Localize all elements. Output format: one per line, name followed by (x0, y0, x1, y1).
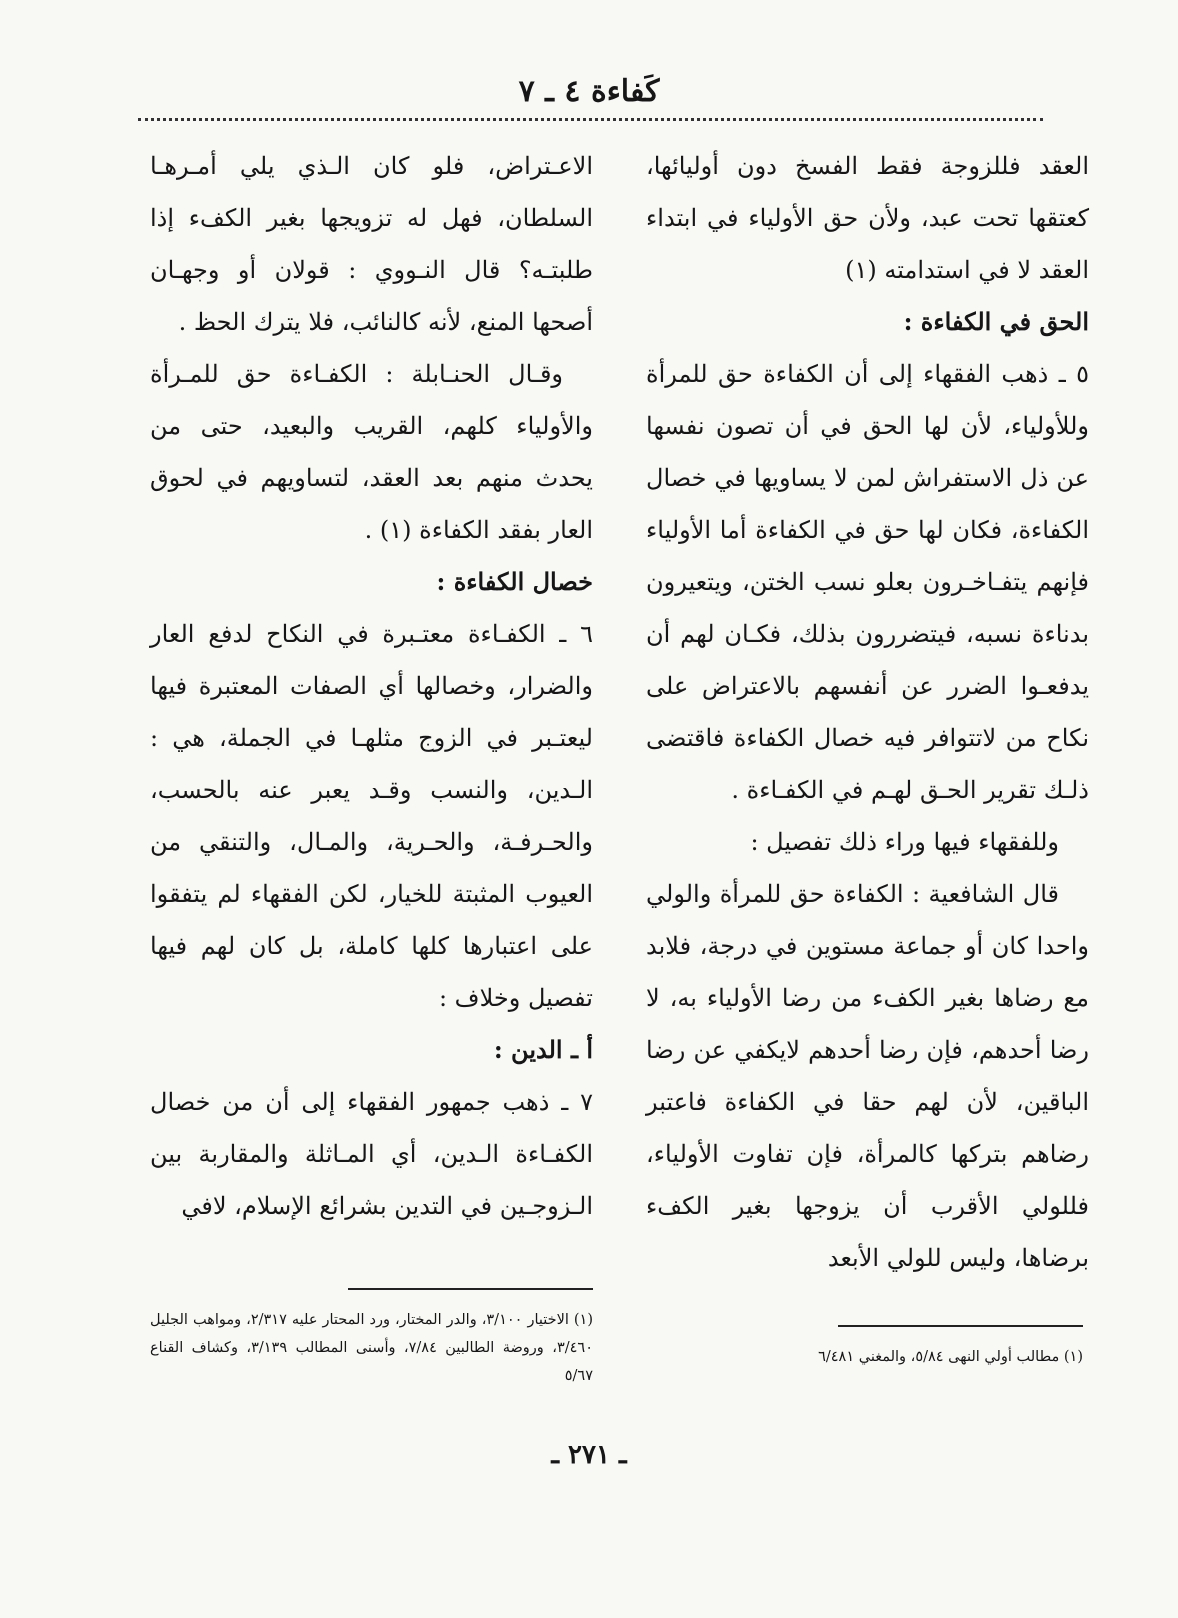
footnote-rule (348, 1288, 593, 1290)
footnote: (١) مطالب أولي النهى ٥/٨٤، والمغني ٦/٤٨١ (818, 1349, 1083, 1365)
paragraph-6: ٦ ـ الكفـاءة معتـبرة في النكاح لدفع العار والضرار، وخصالها أي الصفات المعتبرة فيها ليعتـبر في الزوج مثلهـا في الجملة، هي : الـدين، والنسب وقـد يعبر عنه بالحسب، والحـرفـة، والحـرية، والمـال، والتنقي من العيوب المثبتة للخيار، لكن الفقهاء لم يتفقوا على اعتبارها كلها كاملة، بل كان لهم فيها تفصيل وخلاف : (150, 620, 593, 1012)
page-number: ـ ٢٧١ ـ (551, 1440, 627, 1470)
paragraph-text: العقد فللزوجة فقط الفسخ دون أوليائها، كعتقها تحت عبد، ولأن حق الأولياء في ابتداء العقد لا في استدامته (646, 152, 1089, 284)
page-header: كَفاءة ٤ ـ ٧ (518, 74, 660, 109)
section-heading-religion: أ ـ الدين : (493, 1035, 593, 1064)
section-heading-khisal-kafaa: خصال الكفاءة : (436, 567, 593, 596)
footnotes-left (150, 1288, 593, 1390)
section-heading-right-to-kafaa: الحق في الكفاءة : (903, 307, 1089, 336)
header-dotted-rule (138, 118, 1043, 121)
left-column (150, 140, 593, 1280)
footnote-reference: (١) (845, 256, 885, 284)
footnote-reference: (١) . (364, 516, 420, 544)
footnotes-right (660, 1325, 1083, 1371)
paragraph-text: وقـال الحنـابلة : الكفـاءة حق للمـرأة والأولياء كلهم، القريب والبعيد، حتى من يحدث منهم بعد العقد، لتساويهم في لحوق العار بفقد الكفاءة (150, 360, 593, 544)
paragraph: الاعـتراض، فلو كان الـذي يلي أمـرهـا السلطان، فهل له تزويجها بغير الكفء إذا طلبتـه؟ قال النـووي : قولان أو وجهـان أصحها المنع، لأنه كالنائب، فلا يترك الحظ . (150, 152, 593, 336)
paragraph-7: ٧ ـ ذهب جمهور الفقهاء إلى أن من خصال الكفـاءة الـدين، أي المـاثلة والمقاربة بين الـزوجـين في التدين بشرائع الإسلام، لافي (150, 1088, 593, 1220)
paragraph (646, 140, 1089, 296)
footnote: (١) الاختيار ٣/١٠٠، والدر المختار، ورد المحتار عليه ٢/٣١٧، ومواهب الجليل ٣/٤٦٠، وروضة الطالبين ٧/٨٤، وأسنى المطالب ٣/١٣٩، وكشاف القناع ٥/٦٧ (150, 1312, 594, 1384)
right-column (646, 140, 1089, 1310)
footnote-rule (838, 1325, 1083, 1327)
paragraph-hanbali (150, 348, 593, 556)
paragraph-shafii: قال الشافعية : الكفاءة حق للمرأة والولي واحدا كان أو جماعة مستوين في درجة، فلابد مع رضاها بغير الكفء من رضا الأولياء به، لا رضا أحدهم، فإن رضا أحدهم لايكفي عن رضا الباقين، لأن لهم حقا في الكفاءة فاعتبر رضاهم بتركها كالمرأة، فإن تفاوت الأولياء، فللولي الأقرب أن يزوجها بغير الكفء برضاها، وليس للولي الأبعد (646, 880, 1089, 1272)
paragraph: وللفقهاء فيها وراء ذلك تفصيل : (750, 828, 1059, 856)
paragraph-5: ٥ ـ ذهب الفقهاء إلى أن الكفاءة حق للمرأة وللأولياء، لأن لها الحق في أن تصون نفسها عن ذل الاستفراش لمن لا يساويها في خصال الكفاءة، فكان لها حق في الكفاءة أما الأولياء فإنهم يتفـاخـرون بعلو نسب الختن، ويتعيرون بدناءة نسبه، فيتضررون بذلك، فكـان لهم أن يدفعـوا الضرر عن أنفسهم بالاعتراض على نكاح من لاتتوافر فيه خصال الكفاءة فاقتضى ذلـك تقرير الحـق لهـم في الكفـاءة . (646, 360, 1089, 804)
